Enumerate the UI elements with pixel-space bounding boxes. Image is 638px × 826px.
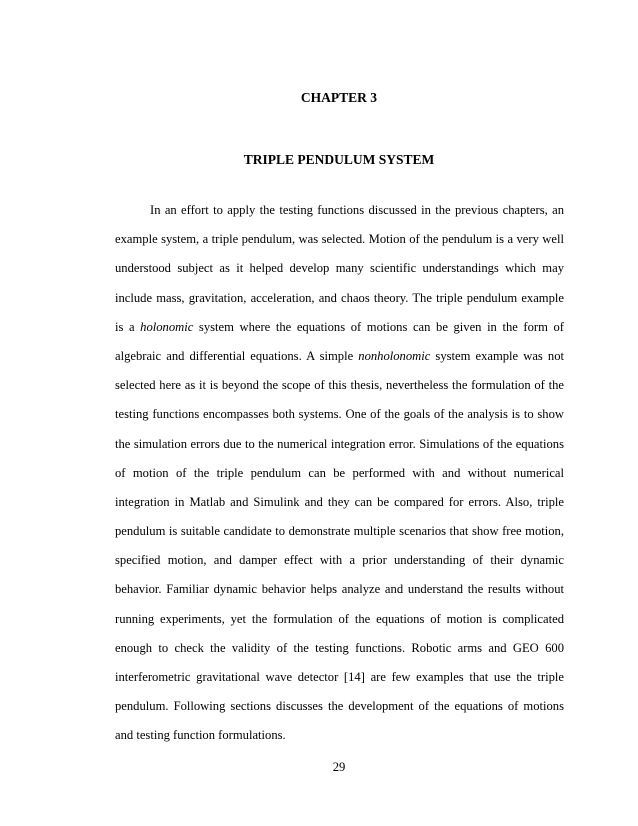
paragraph-line [115, 345, 564, 374]
paragraph-line: include mass, gravitation, acceleration, and chaos theory. The triple pendulum example [115, 290, 564, 305]
italic-term: nonholonomic [358, 348, 431, 363]
text-segment: algebraic and differential equations. A simple [115, 348, 359, 363]
paragraph-line: the simulation errors due to the numerical integration error. Simulations of the equations [115, 436, 564, 451]
paragraph-line: behavior. Familiar dynamic behavior helps analyze and understand the results without [115, 582, 564, 597]
paragraph-line: pendulum. Following sections discusses the development of the equations of motions [115, 699, 564, 714]
paragraph-line: running experiments, yet the formulation of the equations of motion is complicated [115, 611, 564, 626]
paragraph-line: understood subject as it helped develop many scientific understandings which may [115, 261, 564, 276]
chapter-number: CHAPTER 3 [300, 90, 378, 105]
paragraph-line: of motion of the triple pendulum can be performed with and without numerical [115, 465, 564, 480]
paragraph-line: specified motion, and damper effect with a prior understanding of their dynamic [115, 553, 564, 568]
paragraph-line [115, 316, 564, 345]
text-segment: system example was not [430, 348, 564, 363]
italic-term: holonomic [140, 319, 194, 334]
paragraph-line: In an effort to apply the testing functions discussed in the previous chapters, an [150, 203, 564, 217]
paragraph-line: pendulum is suitable candidate to demonstrate multiple scenarios that show free motion, [115, 524, 564, 539]
paragraph-line: selected here as it is beyond the scope of this thesis, nevertheless the formulation of the [115, 378, 564, 393]
page-number: 29 [332, 760, 346, 774]
paragraph-line: enough to check the validity of the testing functions. Robotic arms and GEO 600 [115, 640, 564, 655]
text-segment: is a [115, 319, 141, 334]
paragraph-line: and testing function formulations. [115, 728, 286, 743]
paragraph-line: integration in Matlab and Simulink and they can be compared for errors. Also, triple [115, 494, 564, 509]
text-segment: system where the equations of motions can be given in the form of [193, 319, 564, 334]
paragraph-line: example system, a triple pendulum, was selected. Motion of the pendulum is a very well [115, 232, 564, 247]
paragraph-line: testing functions encompasses both systems. One of the goals of the analysis is to show [115, 407, 564, 422]
chapter-title: TRIPLE PENDULUM SYSTEM [243, 152, 435, 167]
body-paragraph [115, 199, 564, 754]
paragraph-line: interferometric gravitational wave detector [14] are few examples that use the triple [115, 670, 564, 684]
